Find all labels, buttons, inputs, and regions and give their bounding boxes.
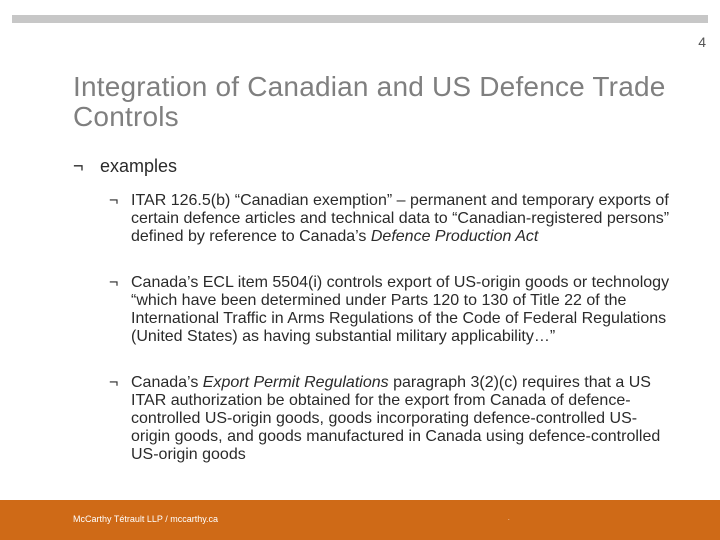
bullet-marker: ¬: [109, 274, 119, 291]
sub-bullet-text-tail: paragraph 3(2)(c) requires that a US ITAR authorization be obtained for the export from Canada of defence-controlled US-origin goods, goods incorporating defence-controlled US-origin goods, and goods manufactured in Canada using defence-controlled US-origin goods: [131, 374, 661, 463]
bullet-marker: ¬: [73, 156, 84, 176]
sub-bullet-export-permit: [109, 374, 676, 464]
bullet-marker: ¬: [109, 192, 119, 209]
footer-bar: [0, 500, 720, 540]
sub-bullet-text: Canada’s: [131, 374, 203, 391]
slide-title: Integration of Canadian and US Defence Trade Controls: [73, 71, 666, 132]
bullet-examples: [73, 156, 177, 177]
bullet-label: examples: [100, 156, 178, 176]
sub-bullet-text: Canada’s ECL item 5504(i) controls export of US-origin goods or technology “which have been determined under Parts 120 to 130 of Title 22 of the International Traffic in Arms Regulations of the Code of Federal Regulations (United States) as having substantial military applicability…”: [131, 274, 670, 345]
footer-dot: .: [508, 516, 510, 522]
sub-bullet-ecl: [109, 274, 676, 346]
sub-bullet-emphasis: Defence Production Act: [370, 228, 539, 245]
top-divider: [12, 15, 708, 23]
footer-text: McCarthy Tétrault LLP / mccarthy.ca: [73, 514, 219, 524]
sub-bullet-emphasis: Export Permit Regulations: [202, 374, 389, 391]
sub-bullet-itar: [109, 192, 676, 246]
sub-bullet-text: ITAR 126.5(b) “Canadian exemption” – permanent and temporary exports of certain defence articles and technical data to “Canadian-registered persons” defined by reference to Canada’s: [131, 192, 670, 245]
page-number: 4: [698, 34, 706, 50]
bullet-marker: ¬: [109, 374, 119, 391]
